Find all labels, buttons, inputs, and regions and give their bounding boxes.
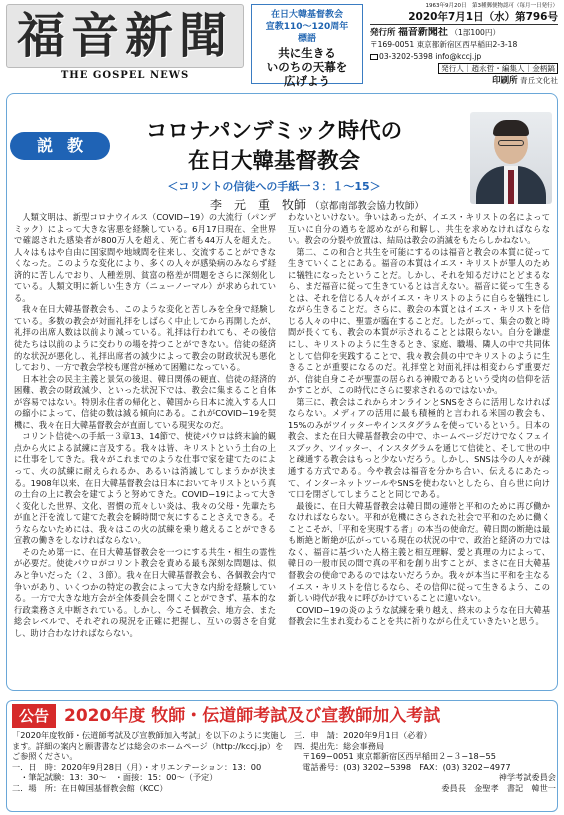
announcement-left-column bbox=[12, 730, 288, 810]
printer-label: 印刷所 bbox=[492, 76, 518, 86]
anniversary-line-1: 在日大韓基督教会 bbox=[270, 10, 343, 20]
sermon-paragraph: 日本社会の民主主義と景気の後退、韓日関係の硬直、信徒の経済的困難、教会の財政減少、といった状況下では、教会に集まること自体が容易ではない。特別永住者の帰化と、韓国から日本に流入する人口の縮小によって、信徒の数は減る傾向にある。これがCOVID−19を契機に、我々在日大韓基督教会が直面している現実なのだ。 bbox=[14, 373, 276, 430]
announcement-intro: 「2020年度牧師・伝道師考試及び宣教師加入考試」を以下のように実施します。詳細の案内と願書書などは総会のホームページ（http://kccj.jp）をご参照ください。 bbox=[12, 730, 287, 762]
slogan-line-3: 広げよう bbox=[284, 74, 330, 88]
announcement-item: 二．場 所：在日韓国基督教会館（KCC） bbox=[12, 782, 168, 793]
anniversary-line-2: 宣教110〜120周年 bbox=[265, 22, 349, 32]
sermon-paragraph: 人類文明は、新型コロナウイルス（COVID−19）の大流行（パンデミック）によって大きな害悪を経験している。6月17日現在、全世界で確認された感染者が800万人を超え、死亡者も44万人を超えた。人々はもはや自由に国家間や地域間を往来し、交流することができなくなった。このような変化により、多くの人々が感染病のみならず経済的に苦しんでおり、人種差別、貧富の格差が問題をさらに深刻化している。人類文明に新しい生き方（ニューノーマル）が求められている。 bbox=[14, 212, 276, 303]
publisher-name: 福音新聞社 bbox=[397, 27, 448, 38]
publisher-row bbox=[370, 27, 558, 39]
postal-permit: 1963年9月20日 第3種郵便物認可（毎月一日発行） bbox=[425, 3, 558, 9]
photo-hair bbox=[493, 120, 529, 136]
editor-row bbox=[370, 63, 558, 75]
logo-subtitle: THE GOSPEL NEWS bbox=[60, 70, 190, 81]
mail-icon bbox=[370, 54, 378, 60]
contact-row bbox=[370, 51, 558, 63]
announcement-committee: 神学考試委員会 bbox=[498, 772, 556, 783]
sermon-headline-line-2: 在日大韓基督教会 bbox=[187, 149, 360, 174]
author-name: 李 元 重 牧師 bbox=[210, 198, 307, 212]
sermon-paragraph: 第二、この和合と共生を可能にするのは福音と教会の本質に従って生きていくことにある。福音の本質はイエス・キリストが罪人のために犠牲になったということだ。しかし、それを知るだけにとどまるなら、まだ福音に従って生きているとは言えない。福音に従って生きるとは、それを信じる人々がイエス・キリストのように自らを犠牲にしながら生きることだ。さらに、教会の本質とはイエス・キリストを信じる人々の中に、聖霊が臨在することだ。したがって、集会の数と時間が長くても、教会の本質が示されることとは限らない。自分を謙虚にし、キリストのように生きるとき、家庭、職場、隣人の中で共同体として信仰を実践することで、我々教会員の中でキリストのように生きることが重要になるのだ。礼拝堂と対面礼拝は相変わらず重要だが、信徒自身こそが聖霊の居られる神殿であるという受肉の信仰を活かすことが、この時代にさらに要求されるのではないか。 bbox=[288, 246, 550, 396]
slogan-line-1: 共に生きる bbox=[278, 46, 336, 60]
announcement-item: 三．申 請：2020年9月1日（必着） bbox=[294, 730, 432, 740]
author-affiliation: （京都南部教会協力牧師） bbox=[309, 201, 424, 212]
announcement-tag: 公告 bbox=[12, 704, 56, 728]
photo-glasses bbox=[498, 140, 524, 146]
publisher-address: 〒169-0051 東京都新宿区西早稲田2-3-18 bbox=[370, 40, 518, 49]
announcement-item: 一．日 時：2020年9月28日（月）・オリエンテーション：13：00 bbox=[12, 761, 262, 772]
sermon-paragraph: 第三に、教会はこれからオンラインとSNSをさらに活用しなければならない。メディアの活用に最も積極的と言われる米国の教会も、15%のみがツイッターやインスタグラムを使っているという。日本の教会、また在日大韓基督教会の中で、ホームページだけでなくフェイスブック、ツイッター、インスタグラムを通じて信徒と、そして世の中と疎通する教会はもっと少ないだろう。しかし、SNSは今の人々が疎通する方式である。今や教会は福音を分かち合い、伝えるにあたって、インターネットツールやSNSを使わないとしたら、自ら世に向けて口を閉ざしてしまうことと同じである。 bbox=[288, 396, 550, 500]
sermon-body bbox=[14, 212, 550, 684]
photo-tie bbox=[508, 170, 514, 204]
printer-name: 青丘文化社 bbox=[520, 76, 558, 85]
announcement-title: 2020年度 牧師・伝道師考試及び宣教師加入考試 bbox=[64, 706, 441, 726]
logo-title: 福音新聞 bbox=[6, 4, 244, 68]
announcement-item: 電話番号：(03) 3202−5398 FAX：(03) 3202−4977 bbox=[294, 761, 511, 772]
anniversary-box bbox=[251, 4, 363, 88]
announcement-item: 四．提出先：総会事務局 bbox=[294, 740, 385, 751]
publisher-label: 発行所 bbox=[370, 28, 396, 38]
sermon-tag: 説教 bbox=[10, 132, 110, 160]
announcement-signatories: 委員長 金聖孝 書記 韓世一 bbox=[441, 782, 556, 793]
sermon-column-right bbox=[288, 212, 550, 684]
sermon-paragraph: わないといけない。争いはあったが、イエス・キリストの名によって互いに自分の過ちを認めながら和解し、共生を求めなければならない。教会の分裂や放置は、結局は教会の消滅をもたらしかねない。 bbox=[288, 212, 550, 246]
slogan-label: 標語 bbox=[297, 34, 316, 44]
author-photo bbox=[470, 112, 552, 204]
sermon-column-left bbox=[14, 212, 276, 684]
sermon-paragraph: コリント信徒への手紙一３章13、14節で、使徒パウロは終末論的観点から火による試練に言及する。我々は皆、キリストという土台の上に仕事をしてきた。我々がこれまでのような仕事で家を建てたのによって、火の試練に耐えられるか、あるいは消滅してしまうかが決まる。1908年以来、在日大韓基督教会は日本においてキリストという真の土台の上に教会を建てようと努めてきた。COVID−19によって大きく変化した世界、文化、習慣の荒々しい炎は、我々の父母・先輩たちが血と汗を流して建てた教会を瞬時間で灰にすることさえできる。そうならないためには、我々はこの火の試練を乗り越えることができる宣教の働きをしなければならない。 bbox=[14, 431, 276, 546]
sermon-paragraph: COVID−19の炎のような試練を乗り越え、終末のような在日大韓基督教会に生まれ変わることを共に祈りながら仕えていきたいと思う。 bbox=[288, 604, 550, 627]
contact-info: 03-3202-5398 info@kccj.jp bbox=[379, 52, 482, 61]
sermon-scripture-reference: ＜コリントの信徒への手紙一３：１〜15＞ bbox=[167, 180, 381, 193]
newspaper-logo bbox=[6, 4, 244, 84]
announcement-item: ・筆記試験：13：30〜 ・面接：15：00〜（予定） bbox=[12, 772, 218, 783]
announcement-right-column bbox=[294, 730, 556, 810]
editor-line: 発行人｜趙永哲・編集人｜金柄鎬 bbox=[438, 63, 558, 74]
slogan-line-2: いのちの天幕を bbox=[266, 60, 348, 74]
sermon-paragraph: 我々在日大韓基督教会も、このような変化と苦しみを全身で経験している。多数の教会が対面礼拝をしばらく中止してから再開したが、礼拝の出席人数は以前より減っている。礼拝は行われても、その後信徒たちは以前のように交わりの場を持つことができない。信徒の経済的な状況が悪化し、礼拝出席者の減少によって教会の財政状況も悪化しており、一方で教会学校も運営が極めて困難になっている。 bbox=[14, 304, 276, 373]
sermon-author bbox=[210, 196, 450, 212]
sermon-headline-line-1: コロナパンデミック時代の bbox=[145, 119, 403, 144]
publication-info bbox=[370, 2, 558, 90]
sermon-paragraph: 最後に、在日大韓基督教会は韓日間の連帯と平和のために再び働かなければならない。平和が危機にさらされた社会で平和のために働くことこそが、「平和を実現する者」の本当の使命だ。韓日間の断絶は最も断絶と断絶が広がっている現在の状況の中で、政治と経済の力ではなく、福音に基づいた人格主義と相互理解、愛と真理の力によって、韓日の一般市民の間で真の平和を創り出すことが、まさに在日大韓基督教会の使命であるのではないだろうか。我々が本当に平和を主なるイエス・キリストを信じるなら、その信仰に従って生きるよう、この新しい時代が我々に呼びかけていることに違いない。 bbox=[288, 500, 550, 604]
price: （1部100円） bbox=[450, 28, 501, 37]
announcement-item: 〒169−0051 東京都新宿区西早稲田２−３−18−55 bbox=[294, 751, 496, 762]
masthead bbox=[0, 0, 564, 90]
sermon-paragraph: そのため第一に、在日大韓基督教会を一つにする共生・相生の霊性が必要だ。使徒パウロがコリント教会を責める最も深刻な問題は、似みと争いだった（２、３節）。我々在日大韓基督教会も、各個教会内で争いがあり、いくつかの特定の教会によって大きな内紛を経験している。一方で大きな地方会が全体委員会を開くことができず、基本的な行政業務さえ中断されている。しかし、今こそ個教会、地方会、また総会レベルで、それぞれの現況を正確に把握し、互いの弱さを自覚し、助け合わなければならない。 bbox=[14, 546, 276, 638]
issue-date: 2020年7月1日（水）第796号 bbox=[370, 10, 558, 25]
printer-row bbox=[370, 75, 558, 87]
